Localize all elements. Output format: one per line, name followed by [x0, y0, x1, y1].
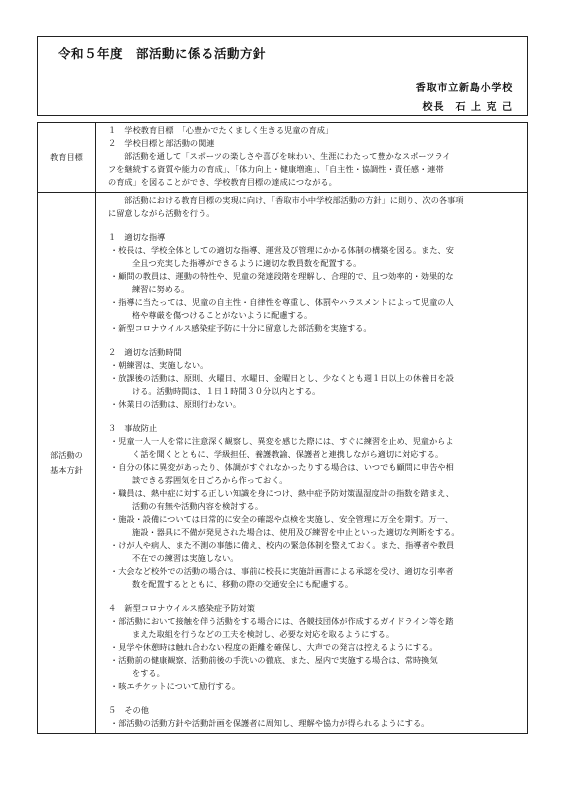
policy-bullet-line: ・朝練習は、実施しない。: [110, 360, 209, 370]
basic-policy-label: [38, 193, 96, 734]
policy-section-heading: ３ 事故防止: [108, 423, 158, 433]
policy-section-heading: １ 適切な指導: [108, 232, 166, 242]
policy-bullet-line: ・自分の体に異変があったり、体調がすぐれなかったりする場合は、いつでも顧問に申告や相: [110, 462, 454, 472]
policy-continuation-line: 活動の有無や活動内容を検討する。: [132, 501, 264, 511]
policy-bullet-line: ・放課後の活動は、原則、火曜日、水曜日、金曜日とし、少なくとも週１日以上の休養日を設: [110, 373, 454, 383]
policy-continuation-line: 全且つ充実した指導ができるように適切な教員数を配置する。: [132, 258, 362, 268]
goal-line: の育成」を図ることができ、学校教育目標の達成につながる。: [108, 177, 337, 187]
policy-continuation-line: ける。活動時間は、１日１時間３０分以内とする。: [132, 386, 321, 396]
section-spacer: [102, 335, 524, 346]
education-goals-label: [38, 123, 96, 193]
basic-policy-label-line: 基本方針: [50, 465, 83, 475]
policy-section-heading: ２ 適切な活動時間: [108, 347, 182, 357]
basic-policy-label-line: 部活動の: [50, 450, 83, 460]
policy-continuation-line: 数を配置するとともに、移動の際の交通安全にも配慮する。: [132, 579, 354, 589]
policy-continuation-line: く話を聞くとともに、学級担任、養護教諭、保護者と連携しながら適切に対応する。: [132, 449, 444, 459]
document-title: 令和５年度 部活動に係る活動方針: [58, 46, 267, 61]
policy-table: [37, 122, 528, 734]
policy-bullet-line: ・指導に当たっては、児童の自主性・自律性を尊重し、体罰やハラスメントによって児童の人: [110, 297, 454, 307]
policy-bullet-line: ・部活動の活動方針や活動計画を保護者に周知し、理解や協力が得られるようにする。: [110, 718, 430, 728]
basic-policy-content: [96, 193, 528, 734]
policy-bullet-line: ・部活動において接触を伴う活動をする場合には、各競技団体が作成するガイドライン等を踏: [110, 616, 454, 626]
policy-continuation-line: 不在での練習は実施しない。: [132, 553, 239, 563]
policy-bullet-line: ・顧問の教員は、運動の特性や、児童の発達段階を理解し、合理的で、且つ効率的・効果的な: [110, 271, 454, 281]
policy-continuation-line: 練習に努める。: [132, 284, 190, 294]
policy-bullet-line: ・けが人や病人、また不測の事態に備え、校内の緊急体制を整えておく。また、指導者や教員: [110, 540, 455, 550]
education-goals-content: [96, 123, 528, 193]
policy-bullet-line: ・休業日の活動は、原則行わない。: [110, 399, 242, 409]
goal-line: 部活動を通して「スポーツの楽しさや喜びを味わい、生涯にわたって豊かなスポーツライ: [124, 151, 451, 161]
policy-bullet-line: ・活動前の健康観察、活動前後の手洗いの徹底、また、屋内で実施する場合は、常時換気: [110, 655, 438, 665]
goal-line: フを継続する資質や能力の育成」、「体力向上・健康増進」、「自主性・協調性・責任感・連帯: [108, 164, 444, 174]
policy-continuation-line: をする。: [132, 668, 165, 678]
section-spacer: [102, 411, 524, 422]
policy-continuation-line: 施設・器具に不備が発見された場合は、使用及び練習を中止といった適切な判断をする。: [132, 527, 460, 537]
header-box: [37, 36, 528, 116]
policy-section-heading: ４ 新型コロナウイルス感染症予防対策: [108, 603, 255, 613]
education-goals-label-text: 教育目標: [50, 152, 83, 162]
policy-bullet-line: ・校長は、学校全体としての適切な指導、運営及び管理にかかる体制の構築を図る。また、安: [110, 245, 454, 255]
policy-bullet-line: ・職員は、熱中症に対する正しい知識を身につけ、熱中症予防対策温湿度計の指数を踏まえ、: [110, 488, 454, 498]
policy-bullet-line: ・児童一人一人を常に注意深く観察し、異変を感じた際には、すぐに練習を止め、児童からよ: [110, 436, 454, 446]
principal-name: 校長 石 上 克 己: [422, 102, 513, 113]
intro-line: に留意しながら活動を行う。: [108, 208, 215, 218]
education-goals-row: [38, 123, 528, 193]
basic-policy-row: [38, 193, 528, 734]
policy-section-heading: ５ その他: [108, 705, 149, 715]
goal-line: １ 学校教育目標 「心豊かでたくましく生きる児童の育成」: [108, 125, 334, 135]
policy-bullet-line: ・見学や休憩時は触れ合わない程度の距離を確保し、大声での発言は控えるようにする。: [110, 642, 438, 652]
school-name: 香取市立新島小学校: [415, 83, 513, 94]
goal-line: ２ 学校目標と部活動の関連: [108, 138, 215, 148]
section-spacer: [102, 220, 524, 231]
policy-continuation-line: まえた取組を行うなどの工夫を検討し、必要な対応を取るようにする。: [132, 629, 395, 639]
policy-continuation-line: 談できる雰囲気を日ごろから作っておく。: [132, 475, 288, 485]
intro-line: 部活動における教育目標の実現に向け、「香取市小中学校部活動の方針」に則り、次の各事項: [124, 195, 464, 205]
policy-continuation-line: 格や尊厳を傷つけることがないように配慮する。: [132, 310, 313, 320]
policy-bullet-line: ・新型コロナウイルス感染症予防に十分に留意した部活動を実施する。: [110, 323, 372, 333]
section-spacer: [102, 693, 524, 704]
section-spacer: [102, 591, 524, 602]
policy-bullet-line: ・咳エチケットについて励行する。: [110, 681, 241, 691]
policy-bullet-line: ・大会など校外での活動の場合は、事前に校長に実施計画書による承認を受け、適切な引率者: [110, 566, 454, 576]
policy-bullet-line: ・施設・設備については日常的に安全の確認や点検を実施し、安全管理に万全を期す。万一、: [110, 514, 454, 524]
